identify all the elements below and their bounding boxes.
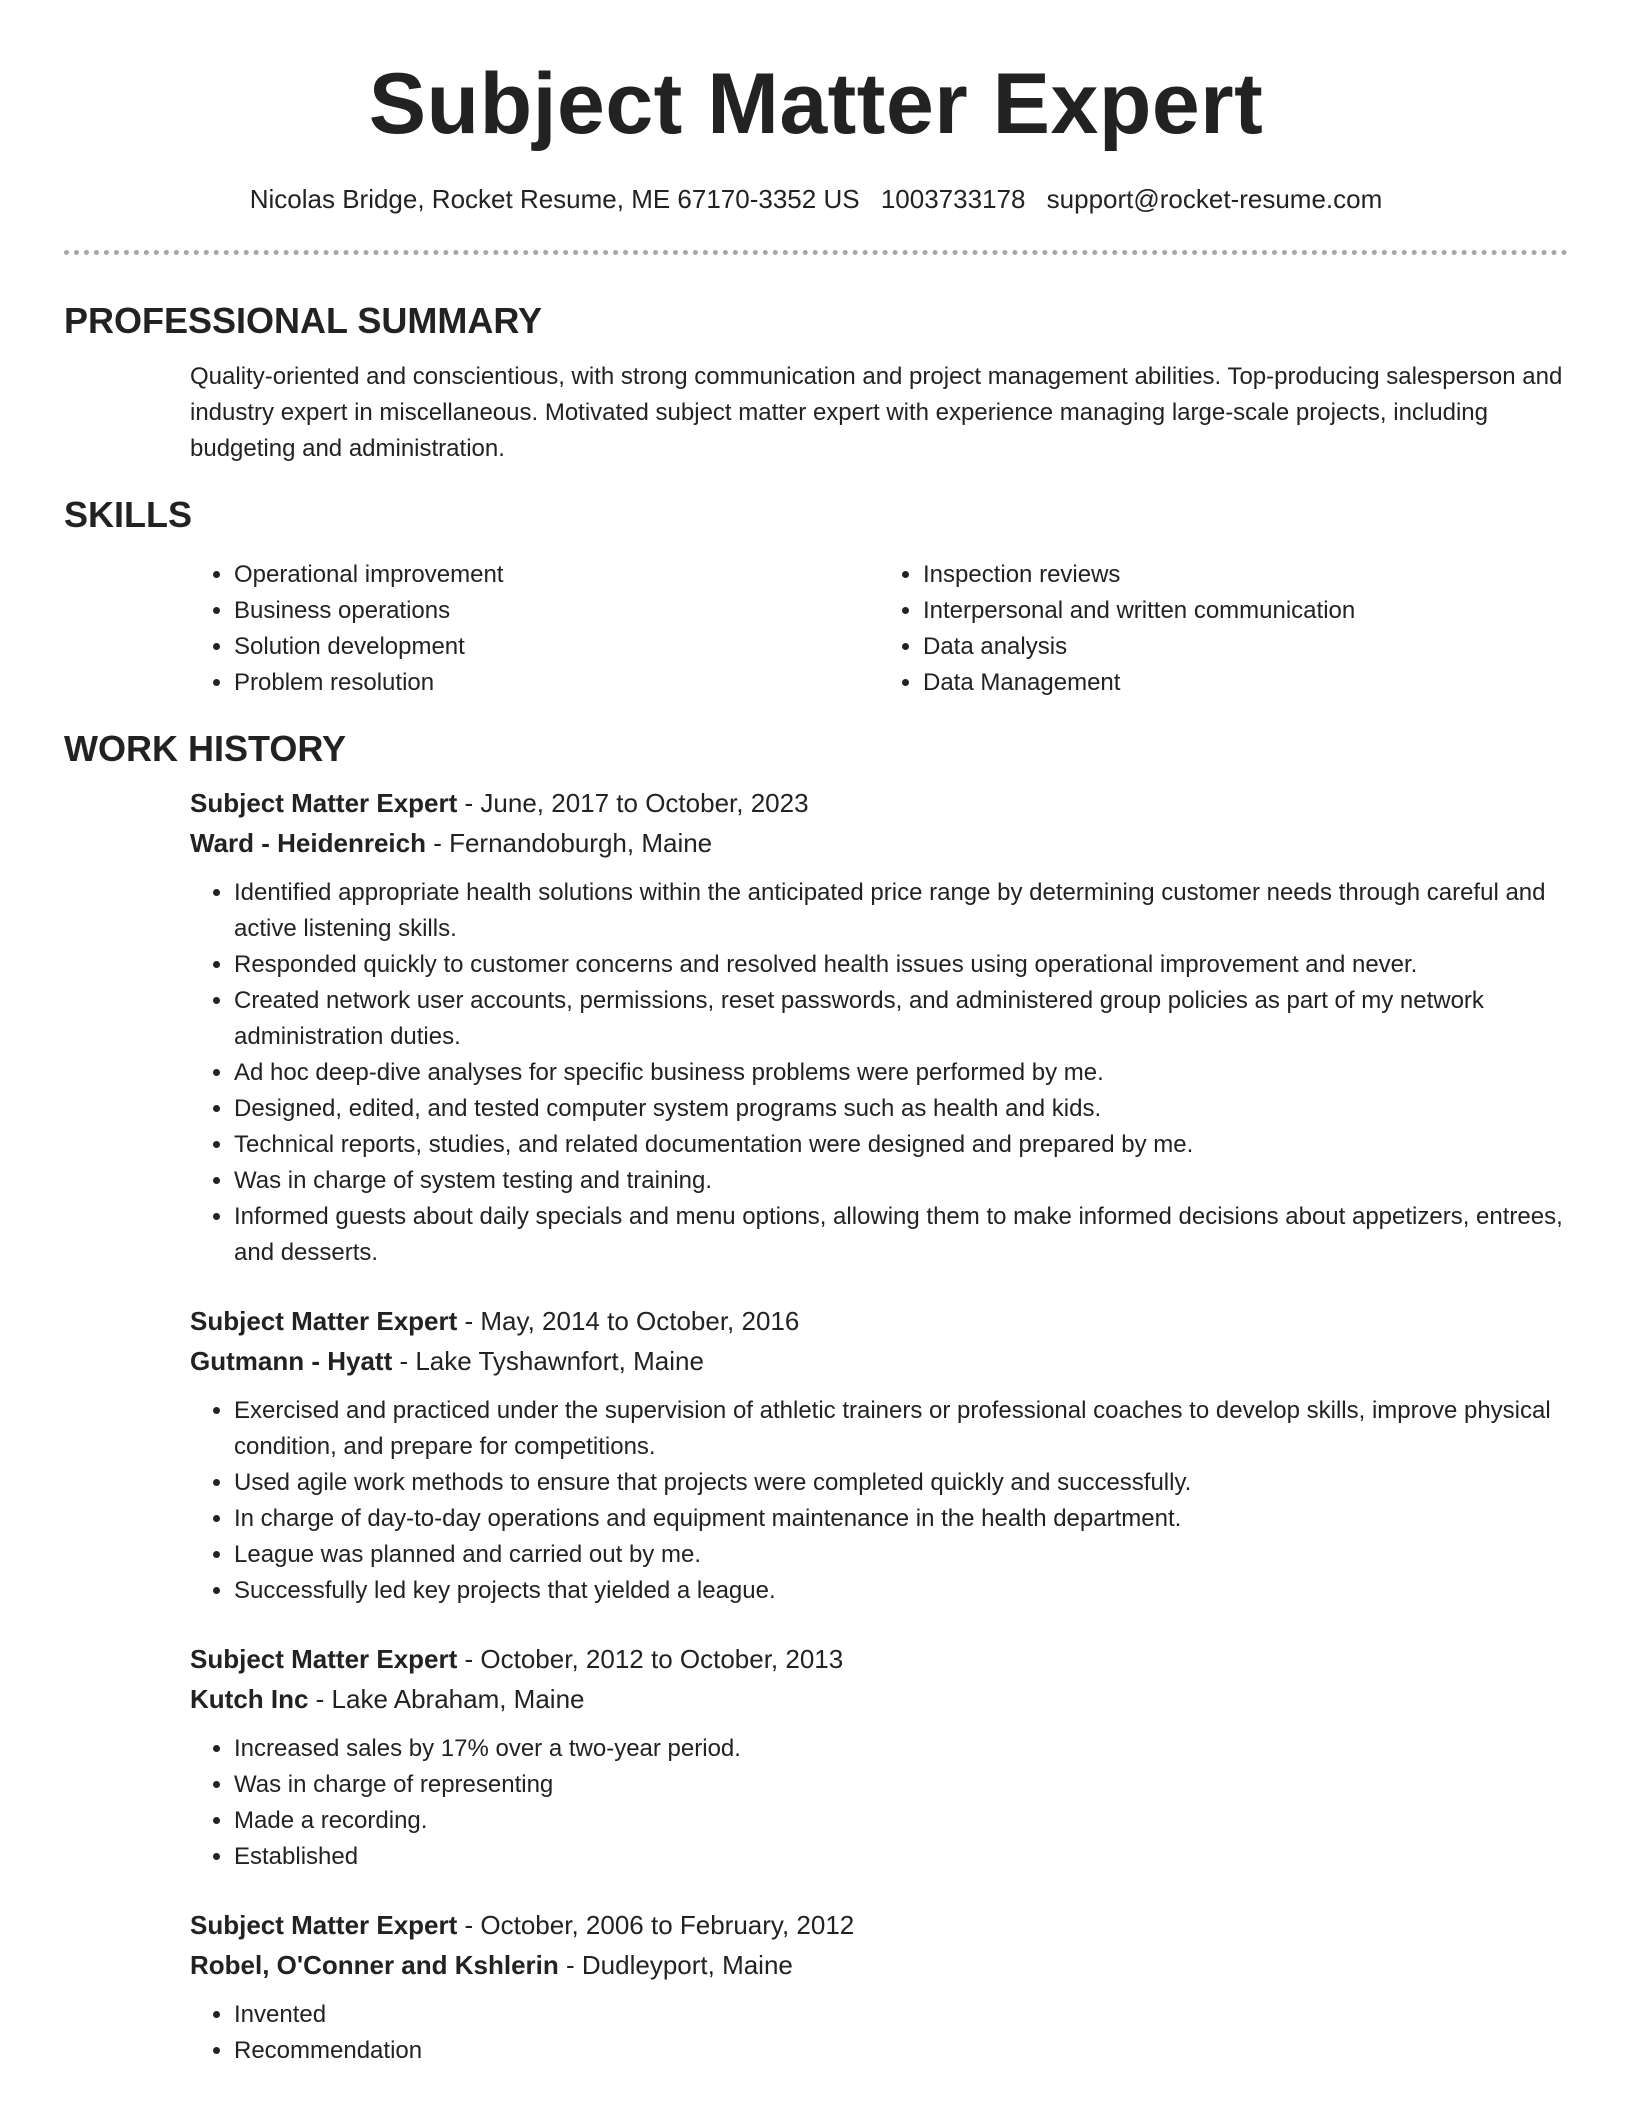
job-title: Subject Matter Expert [190,788,458,818]
job-bullet: • Ad hoc deep-dive analyses for specific business problems were performed by me. [234,1055,1568,1091]
job-bullet: • Invented [234,1997,1568,2033]
job-location: - Fernandoburgh, Maine [425,828,713,858]
job-bullet: • Exercised and practiced under the supervision of athletic trainers or professional coaches to develop skills, improve physical condition, and prepare for competitions. [234,1393,1568,1465]
summary-text: Quality-oriented and conscientious, with strong communication and project management abilities. Top-producing salesperson and industry expert in miscellaneous. Motivated subject matter expert with experience managing large-scale projects, including budgeting and administration. [190,363,1563,462]
job-bullets [190,1997,1568,2069]
job-company-line [190,1679,1568,1719]
resume-page [64,0,1568,2069]
job-title-line [190,783,1568,823]
job-dates: - October, 2012 to October, 2013 [457,1644,844,1674]
skill-item: • Business operations [234,593,879,629]
job-bullet: • Successfully led key projects that yielded a league. [234,1573,1568,1609]
job-bullets [190,1393,1568,1609]
contact-line [64,182,1568,216]
job-location: - Lake Tyshawnfort, Maine [392,1346,704,1376]
job-bullet: • Used agile work methods to ensure that projects were completed quickly and successfully. [234,1465,1568,1501]
job-bullet: • In charge of day-to-day operations and equipment maintenance in the health department. [234,1501,1568,1537]
skill-item: • Data analysis [923,629,1568,665]
job-company-line [190,1341,1568,1381]
job-bullet: • Technical reports, studies, and related documentation were designed and prepared by me. [234,1127,1568,1163]
job-dates: - May, 2014 to October, 2016 [457,1306,800,1336]
job-entry [190,1905,1568,2069]
job-bullet: • Identified appropriate health solutions within the anticipated price range by determining customer needs through careful and active listening skills. [234,875,1568,947]
contact-email[interactable]: support@rocket-resume.com [1046,184,1383,214]
skill-item: • Operational improvement [234,557,879,593]
job-title-line [190,1301,1568,1341]
job-bullet: • Designed, edited, and tested computer system programs such as health and kids. [234,1091,1568,1127]
job-title-line [190,1905,1568,1945]
job-location: - Dudleyport, Maine [558,1950,793,1980]
skill-item: • Inspection reviews [923,557,1568,593]
resume-title: Subject Matter Expert [368,56,1264,152]
skill-item: • Problem resolution [234,665,879,701]
job-bullet: • Responded quickly to customer concerns and resolved health issues using operational improvement and never. [234,947,1568,983]
job-entry [190,1301,1568,1609]
job-bullet: • Recommendation [234,2033,1568,2069]
summary-heading: PROFESSIONAL SUMMARY [64,300,543,341]
job-bullet: • Established [234,1839,1568,1875]
contact-phone: 1003733178 [880,184,1026,214]
job-dates: - October, 2006 to February, 2012 [457,1910,855,1940]
job-company: Gutmann - Hyatt [190,1346,393,1376]
work-history-heading: WORK HISTORY [64,728,347,769]
job-bullet: • League was planned and carried out by me. [234,1537,1568,1573]
job-location: - Lake Abraham, Maine [308,1684,585,1714]
job-title-line [190,1639,1568,1679]
job-bullet: • Was in charge of representing [234,1767,1568,1803]
skills-heading: SKILLS [64,494,193,535]
skills-column-left [190,557,879,701]
skill-item: • Interpersonal and written communication [923,593,1568,629]
job-bullet: • Created network user accounts, permissions, reset passwords, and administered group policies as part of my network administration duties. [234,983,1568,1055]
contact-address: Nicolas Bridge, Rocket Resume, ME 67170-3352 US [249,184,860,214]
job-bullets [190,875,1568,1271]
job-bullet: • Made a recording. [234,1803,1568,1839]
skills-column-right [879,557,1568,701]
job-title: Subject Matter Expert [190,1306,458,1336]
job-company: Kutch Inc [190,1684,309,1714]
job-entry [190,1639,1568,1875]
job-entry [190,783,1568,1271]
header-divider [64,250,1568,255]
job-title: Subject Matter Expert [190,1910,458,1940]
job-bullet: • Increased sales by 17% over a two-year period. [234,1731,1568,1767]
job-bullet: • Was in charge of system testing and training. [234,1163,1568,1199]
job-company-line [190,1945,1568,1985]
job-title: Subject Matter Expert [190,1644,458,1674]
skill-item: • Data Management [923,665,1568,701]
job-company: Robel, O'Conner and Kshlerin [190,1950,559,1980]
job-dates: - June, 2017 to October, 2023 [457,788,809,818]
skills-list [190,557,1568,701]
skill-item: • Solution development [234,629,879,665]
job-company: Ward - Heidenreich [190,828,426,858]
job-company-line [190,823,1568,863]
job-bullets [190,1731,1568,1875]
job-bullet: • Informed guests about daily specials and menu options, allowing them to make informed decisions about appetizers, entrees, and desserts. [234,1199,1568,1271]
